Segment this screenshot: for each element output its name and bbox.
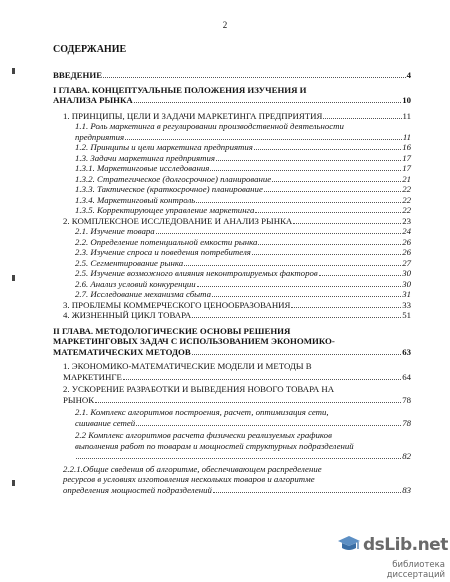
toc-entry-1-3-5[interactable]: 1.3.5. Корректирующее управление маркетинга 22 — [75, 205, 411, 215]
toc-entry-2[interactable]: 2. КОМПЛЕКСНОЕ ИССЛЕДОВАНИЕ И АНАЛИЗ РЫНКА 23 — [63, 215, 411, 226]
toc-entry-1-3-3[interactable]: 1.3.3. Тактическое (краткосрочное) планирование 22 — [75, 184, 411, 194]
toc-entry-2-5b[interactable]: 2.5. Изучение возможного влияния неконтролируемых факторов 30 — [75, 268, 411, 278]
toc-entry-ch2-2-2[interactable]: 2.2 Комплекс алгоритмов расчета физически реализуемых графиков выполнения работ по товарам и мощностей структурных подразделений 82 — [75, 430, 411, 461]
toc-entry-1-1[interactable]: 1.1. Роль маркетинга в регулировании производственной деятельности предприятия 11 — [75, 121, 411, 142]
toc-entry-2-6[interactable]: 2.6. Анализ условий конкуренции 30 — [75, 278, 411, 289]
toc-entry-chapter-1[interactable]: I ГЛАВА. КОНЦЕПТУАЛЬНЫЕ ПОЛОЖЕНИЯ ИЗУЧЕНИЯ И АНАЛИЗА РЫНКА 10 — [53, 84, 411, 105]
scan-mark — [12, 68, 15, 74]
toc-entry-ch2-2[interactable]: 2. УСКОРЕНИЕ РАЗРАБОТКИ И ВЫВЕДЕНИЯ НОВОГО ТОВАРА НА РЫНОК 78 — [63, 384, 411, 405]
toc-entry-1-3-1[interactable]: 1.3.1. Маркетинговые исследования 17 — [75, 163, 411, 173]
toc-entry-2-3[interactable]: 2.3. Изучение спроса и поведения потребителя 26 — [75, 247, 411, 257]
cap-logo-icon — [337, 533, 361, 557]
toc-entry-ch2-2-1[interactable]: 2.1. Комплекс алгоритмов построения, расчет, оптимизация сети, сшивание сетей 78 — [75, 407, 411, 428]
scan-mark — [12, 275, 15, 281]
toc-entry-4[interactable]: 4. ЖИЗНЕННЫЙ ЦИКЛ ТОВАРА 51 — [63, 310, 411, 320]
watermark-subtitle: библиотека диссертаций — [386, 560, 445, 580]
watermark[interactable] — [337, 533, 448, 580]
scan-mark — [12, 480, 15, 486]
toc-entry-1-3-4[interactable]: 1.3.4. Маркетинговый контроль 22 — [75, 194, 411, 205]
toc-entry-2-5[interactable]: 2.5. Сегментирование рынка 27 — [75, 257, 411, 268]
toc-entry-1[interactable]: 1. ПРИНЦИПЫ, ЦЕЛИ И ЗАДАЧИ МАРКЕТИНГА ПРЕДПРИЯТИЯ 11 — [63, 110, 411, 121]
toc-entry-1-2[interactable]: 1.2. Принципы и цели маркетинга предприятия 16 — [75, 142, 411, 152]
toc-entry-1-3[interactable]: 1.3. Задачи маркетинга предприятия 17 — [75, 152, 411, 163]
table-of-contents — [53, 70, 411, 495]
toc-entry-2-1[interactable]: 2.1. Изучение товара 24 — [75, 226, 411, 236]
toc-entry-chapter-2[interactable]: II ГЛАВА. МЕТОДОЛОГИЧЕСКИЕ ОСНОВЫ РЕШЕНИЯ МАРКЕТИНГОВЫХ ЗАДАЧ С ИСПОЛЬЗОВАНИЕМ ЭКОНОМИКО- МАТЕМАТИЧЕСКИХ МЕТОДОВ 63 — [53, 325, 411, 357]
page-number: 2 — [222, 20, 228, 30]
watermark-title: dsLib.net — [363, 535, 448, 555]
page-title: СОДЕРЖАНИЕ — [53, 44, 127, 55]
toc-entry-ch2-2-2-1[interactable]: 2.2.1.Общие сведения об алгоритме, обеспечивающем распределение ресурсов в условиях изготовления нескольких товаров и алгоритме определения мощностей подразделений 83 — [63, 463, 411, 495]
toc-entry-3[interactable]: 3. ПРОБЛЕМЫ КОММЕРЧЕСКОГО ЦЕНООБРАЗОВАНИЯ 33 — [63, 299, 411, 310]
toc-entry-2-7[interactable]: 2.7. Исследование механизма сбыта 31 — [75, 289, 411, 299]
toc-entry-ch2-1[interactable]: 1. ЭКОНОМИКО-МАТЕМАТИЧЕСКИЕ МОДЕЛИ И МЕТОДЫ В МАРКЕТИНГЕ 64 — [63, 361, 411, 382]
toc-entry-2-2[interactable]: 2.2. Определение потенциальной емкости рынка 26 — [75, 236, 411, 247]
toc-entry-1-3-2[interactable]: 1.3.2. Стратегическое (долгосрочное) планирование 21 — [75, 173, 411, 184]
toc-entry-intro[interactable]: ВВЕДЕНИЕ 4 — [53, 70, 411, 80]
